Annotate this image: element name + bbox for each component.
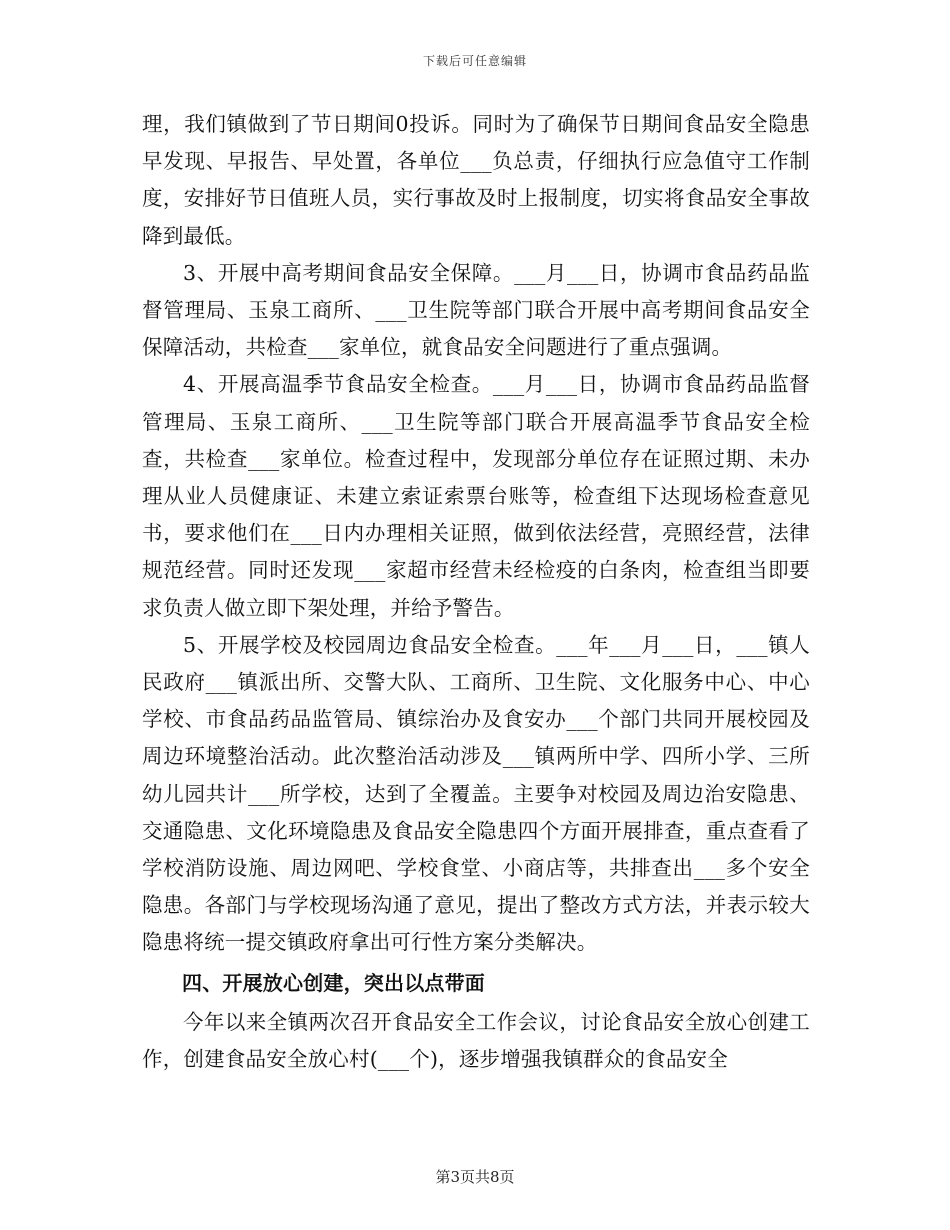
paragraph-item-4: 4、开展高温季节食品安全检查。___月___日，协调市食品药品监督管理局、玉泉工商所、___卫生院等部门联合开展高温季节食品安全检查，共检查___家单位。检查过程中，发现部分单位存在证照过期、未办理从业人员健康证、未建立索证索票台账等，检查组下达现场检查意见书，要求他们在___日内办理相关证照，做到依法经营，亮照经营，法律规范经营。同时还发现___家超市经营未经检疫的白条肉，检查组当即要求负责人做立即下架处理，并给予警告。	[142, 372, 810, 620]
paragraph-section-4: 今年以来全镇两次召开食品安全工作会议，讨论食品安全放心创建工作，创建食品安全放心村(___个)，逐步增强我镇群众的食品安全	[142, 1009, 810, 1072]
paragraph-continuation: 理，我们镇做到了节日期间0投诉。同时为了确保节日期间食品安全隐患早发现、早报告、早处置，各单位___负总责，仔细执行应急值守工作制度，安排好节日值班人员，实行事故及时上报制度，切实将食品安全事故降到最低。	[142, 112, 810, 248]
paragraph-item-5: 5、开展学校及校园周边食品安全检查。___年___月___日，___镇人民政府___镇派出所、交警大队、工商所、卫生院、文化服务中心、中心学校、市食品药品监管局、镇综治办及食安办___个部门共同开展校园及周边环境整治活动。此次整治活动涉及___镇两所中学、四所小学、三所幼儿园共计___所学校，达到了全覆盖。主要争对校园及周边治安隐患、交通隐患、文化环境隐患及食品安全隐患四个方面开展排查，重点查看了学校消防设施、周边网吧、学校食堂、小商店等，共排查出___多个安全隐患。各部门与学校现场沟通了意见，提出了整改方式方法，并表示较大隐患将统一提交镇政府拿出可行性方案分类解决。	[142, 632, 810, 955]
page-header: 下载后可任意编辑	[422, 54, 527, 68]
section-heading: 四、开展放心创建，突出以点带面	[182, 970, 485, 995]
paragraph-item-3: 3、开展中高考期间食品安全保障。___月___日，协调市食品药品监督管理局、玉泉工商所、___卫生院等部门联合开展中高考期间食品安全保障活动，共检查___家单位，就食品安全问题进行了重点强调。	[142, 260, 810, 360]
document-body	[142, 106, 810, 1078]
page-footer: 第3页共8页	[435, 1168, 515, 1186]
